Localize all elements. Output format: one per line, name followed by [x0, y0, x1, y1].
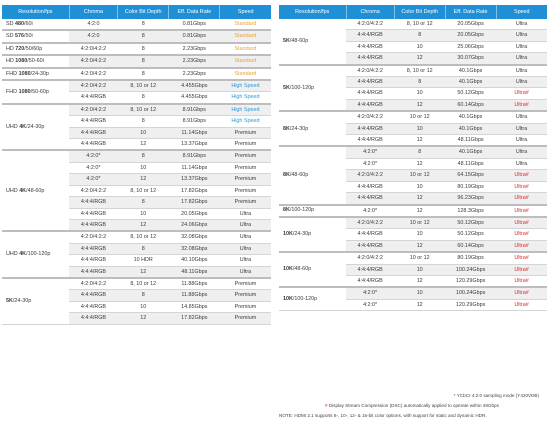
chroma-cell: 4:4:4/RGB	[69, 92, 117, 104]
speed-cell: Premium	[220, 185, 271, 196]
chroma-cell: 4:4:4/RGB	[69, 197, 117, 208]
data-rate-cell: 24.06Gbps	[169, 219, 220, 231]
bit-depth-cell: 8	[118, 150, 169, 162]
bit-depth-cell: 10	[394, 229, 445, 240]
bit-depth-cell: 8	[118, 116, 169, 127]
resolution-cell: 10K/24-30p	[279, 217, 346, 252]
data-rate-cell: 8.91Gbps	[169, 104, 220, 116]
chroma-cell: 4:4:4/RGB	[69, 255, 117, 266]
resolution-value: 576	[15, 33, 24, 40]
table-row	[279, 19, 547, 30]
chroma-cell: 4:4:4/RGB	[346, 264, 394, 275]
bit-depth-cell: 10	[394, 88, 445, 99]
bit-depth-cell: 12	[394, 240, 445, 252]
data-rate-cell: 13.37Gbps	[169, 139, 220, 151]
chroma-cell: 4:2:0*	[346, 287, 394, 299]
table-row	[2, 68, 271, 80]
chroma-cell: 4:2:0/4:2:2	[69, 80, 117, 92]
right-format-table	[279, 5, 547, 311]
bit-depth-cell: 10 or 12	[394, 252, 445, 264]
bit-depth-cell: 12	[118, 219, 169, 231]
bit-depth-cell: 10 or 12	[394, 217, 445, 229]
resolution-cell: 8K/48-60p	[279, 146, 346, 204]
data-rate-cell: 30.07Gbps	[445, 53, 496, 65]
chroma-cell: 4:2:0/4:2:2	[69, 68, 117, 80]
speed-cell: Standard	[220, 43, 271, 55]
data-rate-cell: 48.11Gbps	[169, 266, 220, 278]
resolution-value: 1080	[18, 88, 31, 95]
bit-depth-cell: 8	[394, 30, 445, 41]
chroma-cell: 4:2:0/4:2:2	[346, 170, 394, 181]
chroma-cell: 4:2:0*	[69, 150, 117, 162]
chroma-cell: 4:4:4/RGB	[346, 30, 394, 41]
table-row	[279, 205, 547, 217]
chroma-cell: 4:2:0*	[69, 174, 117, 185]
bit-depth-cell: 10	[118, 127, 169, 138]
footnote-hdmi: NOTE: HDMI 2.1 supports 8-, 10-, 12- & 16-bit color options, with support for static and dynamic HDR.	[279, 413, 487, 418]
bit-depth-cell: 8	[118, 30, 169, 42]
speed-cell: Ultra#	[496, 217, 547, 229]
chroma-cell: 4:2:0/4:2:2	[69, 278, 117, 290]
chroma-cell: 4:4:4/RGB	[69, 127, 117, 138]
data-rate-cell: 11.14Gbps	[169, 162, 220, 173]
bit-depth-cell: 10	[118, 301, 169, 312]
data-rate-cell: 64.15Gbps	[445, 170, 496, 181]
chroma-cell: 4:4:4/RGB	[346, 99, 394, 111]
resolution-cell: SD 480/60i	[2, 19, 69, 30]
data-rate-cell: 17.82Gbps	[169, 197, 220, 208]
left-format-table	[2, 5, 271, 325]
footnote-dsc-text: Display Stream Compression (DSC) automatically applied to operate within 48Gbps	[327, 403, 499, 408]
bit-depth-cell: 10 HDR	[118, 255, 169, 266]
speed-cell: Ultra#	[496, 252, 547, 264]
table-row	[2, 104, 271, 116]
header-speed: Speed	[220, 5, 271, 19]
bit-depth-cell: 8	[394, 77, 445, 88]
data-rate-cell: 4.455Gbps	[169, 80, 220, 92]
speed-cell: Premium	[220, 139, 271, 151]
data-rate-cell: 25.06Gbps	[445, 41, 496, 52]
speed-cell: Ultra	[496, 53, 547, 65]
speed-cell: Ultra#	[496, 181, 547, 192]
chroma-cell: 4:4:4/RGB	[69, 208, 117, 219]
data-rate-cell: 48.11Gbps	[445, 135, 496, 147]
bit-depth-cell: 10	[118, 162, 169, 173]
bit-depth-cell: 8, 10 or 12	[118, 185, 169, 196]
bit-depth-cell: 10	[394, 264, 445, 275]
chroma-cell: 4:2:0	[69, 30, 117, 42]
table-row	[2, 43, 271, 55]
bit-depth-cell: 8	[118, 290, 169, 301]
speed-cell: Premium	[220, 278, 271, 290]
resolution-value: 4K	[19, 123, 27, 130]
bit-depth-cell: 12	[118, 174, 169, 185]
format-table-right	[279, 5, 547, 311]
data-rate-cell: 17.82Gbps	[169, 313, 220, 324]
bit-depth-cell: 8	[118, 197, 169, 208]
resolution-cell: 5K/100-120p	[279, 65, 346, 112]
resolution-cell: 5K/48-60p	[279, 19, 346, 65]
data-rate-cell: 20.05Gbps	[169, 208, 220, 219]
format-table-left	[2, 5, 271, 325]
resolution-value: 5K	[6, 298, 13, 304]
data-rate-cell: 80.19Gbps	[445, 181, 496, 192]
resolution-value: 1080	[15, 58, 28, 65]
bit-depth-cell: 12	[394, 205, 445, 217]
speed-cell: Ultra#	[496, 205, 547, 217]
chroma-cell: 4:2:0/4:2:2	[69, 43, 117, 55]
bit-depth-cell: 8, 10 or 12	[118, 231, 169, 243]
table-row	[279, 217, 547, 229]
header-speed: Speed	[496, 5, 547, 19]
speed-cell: Premium	[220, 301, 271, 312]
chroma-cell: 4:4:4/RGB	[346, 240, 394, 252]
table-row	[2, 80, 271, 92]
data-rate-cell: 14.85Gbps	[169, 301, 220, 312]
table-row	[2, 278, 271, 290]
table-header-row	[279, 5, 547, 19]
header-color-bit-depth: Color Bit Depth	[394, 5, 445, 19]
speed-cell: Ultra	[496, 41, 547, 52]
bit-depth-cell: 8	[118, 19, 169, 30]
data-rate-cell: 40.10Gbps	[169, 255, 220, 266]
chroma-cell: 4:4:4/RGB	[346, 135, 394, 147]
speed-cell: Standard	[220, 55, 271, 67]
bit-depth-cell: 12	[394, 53, 445, 65]
data-rate-cell: 20.05Gbps	[445, 19, 496, 30]
speed-cell: High Speed	[220, 116, 271, 127]
chroma-cell: 4:2:0*	[346, 158, 394, 169]
data-rate-cell: 20.05Gbps	[445, 30, 496, 41]
speed-cell: Premium	[220, 313, 271, 324]
resolution-value: 8K	[283, 125, 290, 132]
bit-depth-cell: 12	[394, 99, 445, 111]
bit-depth-cell: 8	[394, 146, 445, 158]
resolution-cell: 10K/48-60p	[279, 252, 346, 287]
speed-cell: Ultra#	[496, 287, 547, 299]
speed-cell: Ultra	[220, 266, 271, 278]
data-rate-cell: 0.81Gbps	[169, 30, 220, 42]
chroma-cell: 4:2:0/4:2:2	[346, 19, 394, 30]
data-rate-cell: 80.19Gbps	[445, 252, 496, 264]
speed-cell: Premium	[220, 290, 271, 301]
chroma-cell: 4:4:4/RGB	[346, 88, 394, 99]
speed-cell: Ultra#	[496, 88, 547, 99]
header-chroma: Chroma	[69, 5, 117, 19]
speed-cell: Standard	[220, 19, 271, 30]
table-body-left	[2, 19, 271, 324]
bit-depth-cell: 10	[394, 181, 445, 192]
chroma-cell: 4:2:0*	[346, 205, 394, 217]
chroma-cell: 4:4:4/RGB	[69, 266, 117, 278]
data-rate-cell: 60.14Gbps	[445, 99, 496, 111]
bit-depth-cell: 8, 10 or 12	[394, 19, 445, 30]
resolution-value: 10K	[283, 231, 293, 238]
data-rate-cell: 100.24Gbps	[445, 287, 496, 299]
resolution-cell: UHD 4K/48-60p	[2, 150, 69, 231]
chroma-cell: 4:4:4/RGB	[69, 243, 117, 254]
chroma-cell: 4:4:4/RGB	[346, 53, 394, 65]
speed-cell: Ultra	[496, 135, 547, 147]
data-rate-cell: 11.88Gbps	[169, 290, 220, 301]
data-rate-cell: 2.23Gbps	[169, 55, 220, 67]
data-rate-cell: 8.91Gbps	[169, 116, 220, 127]
chroma-cell: 4:4:4/RGB	[69, 139, 117, 151]
bit-depth-cell: 8, 10 or 12	[394, 65, 445, 77]
bit-depth-cell: 12	[394, 299, 445, 310]
data-rate-cell: 40.1Gbps	[445, 77, 496, 88]
data-rate-cell: 40.1Gbps	[445, 111, 496, 123]
resolution-cell: HD 720/50/60p	[2, 43, 69, 55]
speed-cell: Ultra	[496, 30, 547, 41]
data-rate-cell: 60.14Gbps	[445, 240, 496, 252]
data-rate-cell: 50.12Gbps	[445, 229, 496, 240]
bit-depth-cell: 10 or 12	[394, 111, 445, 123]
chroma-cell: 4:2:0/4:2:2	[346, 217, 394, 229]
chroma-cell: 4:2:0/4:2:2	[69, 185, 117, 196]
speed-cell: Ultra	[496, 65, 547, 77]
data-rate-cell: 48.11Gbps	[445, 158, 496, 169]
resolution-value: 4K	[19, 251, 27, 258]
chroma-cell: 4:2:0	[69, 19, 117, 30]
speed-cell: Ultra	[496, 146, 547, 158]
chroma-cell: 4:4:4/RGB	[69, 313, 117, 324]
data-rate-cell: 128.3Gbps	[445, 205, 496, 217]
bit-depth-cell: 12	[118, 313, 169, 324]
bit-depth-cell: 8	[118, 43, 169, 55]
bit-depth-cell: 8, 10 or 12	[118, 104, 169, 116]
header-color-bit-depth: Color Bit Depth	[118, 5, 169, 19]
data-rate-cell: 13.37Gbps	[169, 174, 220, 185]
table-row	[279, 146, 547, 158]
chroma-cell: 4:2:0/4:2:2	[346, 111, 394, 123]
data-rate-cell: 120.29Gbps	[445, 275, 496, 287]
bit-depth-cell: 8	[118, 92, 169, 104]
speed-cell: Premium	[220, 174, 271, 185]
chroma-cell: 4:4:4/RGB	[69, 290, 117, 301]
dsc-mark: #	[325, 403, 328, 408]
table-header-row	[2, 5, 271, 19]
footnote-y420: * YCbCr 4:2:0 sampling mode (Y420VDB)	[453, 393, 539, 398]
bit-depth-cell: 8	[118, 55, 169, 67]
data-rate-cell: 11.88Gbps	[169, 278, 220, 290]
chroma-cell: 4:4:4/RGB	[346, 77, 394, 88]
chroma-cell: 4:4:4/RGB	[69, 301, 117, 312]
chroma-cell: 4:4:4/RGB	[346, 41, 394, 52]
table-row	[2, 30, 271, 42]
speed-cell: Premium	[220, 162, 271, 173]
table-row	[2, 150, 271, 162]
chroma-cell: 4:4:4/RGB	[69, 116, 117, 127]
speed-cell: Ultra	[220, 243, 271, 254]
chroma-cell: 4:2:0*	[346, 146, 394, 158]
table-row	[279, 111, 547, 123]
footnotes	[279, 391, 549, 421]
speed-cell: Ultra	[220, 231, 271, 243]
resolution-value: 8K	[283, 207, 290, 214]
chroma-cell: 4:2:0/4:2:2	[69, 55, 117, 67]
table-row	[279, 65, 547, 77]
speed-cell: Ultra#	[496, 170, 547, 181]
table-row	[2, 231, 271, 243]
resolution-value: 720	[15, 45, 25, 52]
data-rate-cell: 50.12Gbps	[445, 217, 496, 229]
speed-cell: High Speed	[220, 104, 271, 116]
resolution-cell: 10K/100-120p	[279, 287, 346, 310]
speed-cell: Premium	[220, 197, 271, 208]
speed-cell: Ultra#	[496, 99, 547, 111]
speed-cell: Ultra#	[496, 264, 547, 275]
resolution-cell: 8K/24-30p	[279, 111, 346, 146]
resolution-value: 480	[15, 20, 24, 27]
resolution-cell: UHD 4K/24-30p	[2, 104, 69, 151]
resolution-value: 10K	[283, 296, 293, 302]
data-rate-cell: 32.08Gbps	[169, 231, 220, 243]
speed-cell: Standard	[220, 30, 271, 42]
data-rate-cell: 50.12Gbps	[445, 88, 496, 99]
data-rate-cell: 96.23Gbps	[445, 193, 496, 205]
data-rate-cell: 100.24Gbps	[445, 264, 496, 275]
table-row	[2, 55, 271, 67]
data-rate-cell: 8.91Gbps	[169, 150, 220, 162]
data-rate-cell: 0.81Gbps	[169, 19, 220, 30]
bit-depth-cell: 10 or 12	[394, 170, 445, 181]
speed-cell: Ultra#	[496, 193, 547, 205]
resolution-value: 1080	[18, 70, 31, 77]
data-rate-cell: 4.455Gbps	[169, 92, 220, 104]
data-rate-cell: 40.1Gbps	[445, 123, 496, 134]
data-rate-cell: 40.1Gbps	[445, 146, 496, 158]
chroma-cell: 4:4:4/RGB	[69, 219, 117, 231]
chroma-cell: 4:4:4/RGB	[346, 181, 394, 192]
bit-depth-cell: 10	[118, 208, 169, 219]
chroma-cell: 4:2:0/4:2:2	[69, 104, 117, 116]
footnote-dsc	[279, 401, 549, 411]
speed-cell: Premium	[220, 127, 271, 138]
resolution-cell: FHD 1080/24-30p	[2, 68, 69, 80]
resolution-value: 10K	[283, 266, 293, 273]
bit-depth-cell: 10	[394, 41, 445, 52]
speed-cell: Ultra#	[496, 299, 547, 310]
bit-depth-cell: 8, 10 or 12	[118, 80, 169, 92]
chroma-cell: 4:4:4/RGB	[346, 193, 394, 205]
bit-depth-cell: 12	[394, 193, 445, 205]
bit-depth-cell: 10	[394, 123, 445, 134]
table-row	[2, 19, 271, 30]
bit-depth-cell: 12	[394, 158, 445, 169]
header-data-rate: Eff. Data Rate	[445, 5, 496, 19]
data-rate-cell: 17.82Gbps	[169, 185, 220, 196]
speed-cell: Premium	[220, 150, 271, 162]
chroma-cell: 4:2:0/4:2:2	[69, 231, 117, 243]
chroma-cell: 4:2:0/4:2:2	[346, 252, 394, 264]
bit-depth-cell: 12	[118, 139, 169, 151]
data-rate-cell: 2.23Gbps	[169, 43, 220, 55]
chroma-cell: 4:2:0*	[69, 162, 117, 173]
speed-cell: Ultra	[496, 158, 547, 169]
speed-cell: Ultra	[220, 219, 271, 231]
resolution-cell: 8K/100-120p	[279, 205, 346, 217]
speed-cell: Ultra	[496, 111, 547, 123]
bit-depth-cell: 8	[118, 68, 169, 80]
chroma-cell: 4:2:0/4:2:2	[346, 65, 394, 77]
chroma-cell: 4:4:4/RGB	[346, 275, 394, 287]
resolution-value: 8K	[283, 172, 290, 179]
speed-cell: Ultra	[496, 77, 547, 88]
speed-cell: Ultra	[496, 19, 547, 30]
speed-cell: Ultra#	[496, 229, 547, 240]
resolution-cell: UHD 4K/100-120p	[2, 231, 69, 278]
bit-depth-cell: 12	[394, 275, 445, 287]
speed-cell: Ultra#	[496, 275, 547, 287]
header-data-rate: Eff. Data Rate	[169, 5, 220, 19]
data-rate-cell: 32.08Gbps	[169, 243, 220, 254]
bit-depth-cell: 12	[118, 266, 169, 278]
data-rate-cell: 2.23Gbps	[169, 68, 220, 80]
chroma-cell: 4:4:4/RGB	[346, 229, 394, 240]
resolution-value: 5K	[283, 38, 290, 45]
header-resolution: Resolution/fps	[2, 5, 69, 19]
resolution-value: 4K	[19, 187, 27, 194]
resolution-cell: 5K/24-30p	[2, 278, 69, 324]
speed-cell: Ultra	[220, 255, 271, 266]
chroma-cell: 4:4:4/RGB	[346, 123, 394, 134]
data-rate-cell: 40.1Gbps	[445, 65, 496, 77]
speed-cell: High Speed	[220, 92, 271, 104]
bit-depth-cell: 8	[118, 243, 169, 254]
table-row	[279, 287, 547, 299]
header-resolution: Resolution/fps	[279, 5, 346, 19]
data-rate-cell: 11.14Gbps	[169, 127, 220, 138]
speed-cell: Ultra#	[496, 240, 547, 252]
resolution-cell: HD 1080/50-60i	[2, 55, 69, 67]
table-body-right	[279, 19, 547, 311]
speed-cell: Standard	[220, 68, 271, 80]
resolution-value: 5K	[283, 84, 290, 91]
data-rate-cell: 120.29Gbps	[445, 299, 496, 310]
bit-depth-cell: 12	[394, 135, 445, 147]
bit-depth-cell: 10	[394, 287, 445, 299]
resolution-cell: SD 576/50i	[2, 30, 69, 42]
speed-cell: High Speed	[220, 80, 271, 92]
speed-cell: Ultra	[220, 208, 271, 219]
header-chroma: Chroma	[346, 5, 394, 19]
table-row	[279, 252, 547, 264]
bit-depth-cell: 8, 10 or 12	[118, 278, 169, 290]
chroma-cell: 4:2:0*	[346, 299, 394, 310]
speed-cell: Ultra	[496, 123, 547, 134]
resolution-cell: FHD 1080/50-60p	[2, 80, 69, 104]
